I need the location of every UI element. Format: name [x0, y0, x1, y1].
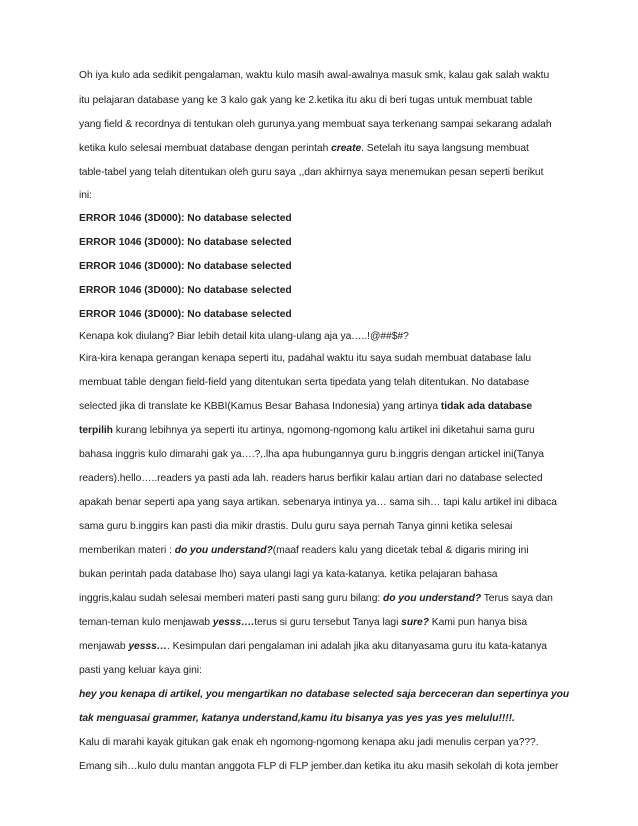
quote-line: hey you kenapa di artikel, you mengartikan no database selected saja berceceran dan sepertinya you — [79, 689, 570, 700]
body-text: (maaf readers kalu yang dicetak tebal & digaris miring ini — [272, 545, 529, 556]
intro-line — [79, 143, 529, 154]
body-text: Kami pun hanya bisa — [428, 617, 527, 628]
body-text: . Kesimpulan dari pengalaman ini adalah jika aku ditanyasama guru itu kata-katanya — [167, 641, 547, 652]
body-text: teman-teman kulo menjawab — [79, 617, 213, 628]
intro-line: Oh iya kulo ada sedikit pengalaman, waktu kulo masih awal-awalnya masuk smk, kalau gak salah waktu — [79, 70, 550, 81]
body-line: bahasa inggris kulo dimarahi gak ya….?,.lha apa hubungannya guru b.inggris dengan artickel ini(Tanya — [79, 449, 544, 460]
body-line — [79, 425, 535, 436]
intro-line: table-tabel yang telah ditentukan oleh guru saya ,,dan akhirnya saya menemukan pesan seperti berikut — [79, 167, 544, 178]
body-line — [79, 401, 532, 412]
bold-phrase: tidak ada database — [440, 401, 533, 412]
body-text: Terus saya dan — [481, 593, 553, 604]
quote-line: tak menguasai grammer, katanya understand,kamu itu bisanya yas yes yas yes melulu!!!!. — [79, 713, 515, 724]
body-text: inggris,kalau sudah selesai memberi materi pasti sang guru bilang: — [79, 593, 384, 604]
body-line: sama guru b.inggirs kan pasti dia mikir drastis. Dulu guru saya pernah Tanya ginni ketika selesai — [79, 521, 513, 532]
body-line: membuat table dengan field-field yang ditentukan serta tipedata yang telah ditentukan. No database — [79, 377, 530, 388]
body-line: Kira-kira kenapa gerangan kenapa seperti itu, padahal waktu itu saya sudah membuat database lalu — [79, 353, 531, 364]
error-line: ERROR 1046 (3D000): No database selected — [79, 237, 292, 248]
body-line — [79, 545, 529, 556]
quote-phrase: yesss… — [128, 641, 167, 652]
body-line: bukan perintah pada database lho) saya ulangi lagi ya kata-katanya. ketika pelajaran bahasa — [79, 569, 498, 580]
intro-line: ini: — [79, 190, 92, 201]
quote-phrase: sure? — [401, 617, 429, 628]
body-line: Emang sih…kulo dulu mantan anggota FLP di FLP jember.dan ketika itu aku masih sekolah di kota jember — [79, 761, 559, 772]
intro-text: . Setelah itu saya langsung membuat — [361, 143, 529, 154]
body-text: menjawab — [79, 641, 129, 652]
body-line: apakah benar seperti apa yang saya artikan. sebenarya intinya ya… sama sih… tapi kalu artikel ini dibaca — [79, 497, 557, 508]
error-line: ERROR 1046 (3D000): No database selected — [79, 261, 292, 272]
body-line — [79, 641, 547, 652]
quote-phrase: do you understand? — [174, 545, 273, 556]
body-text: memberikan materi : — [79, 545, 175, 556]
keyword-create: create — [331, 143, 362, 154]
body-line: Kenapa kok diulang? Biar lebih detail kita ulang-ulang aja ya…..!@##$#? — [79, 331, 409, 342]
error-line: ERROR 1046 (3D000): No database selected — [79, 309, 292, 320]
body-line: pasti yang keluar kaya gini: — [79, 665, 202, 676]
intro-line: itu pelajaran database yang ke 3 kalo gak yang ke 2.ketika itu aku di beri tugas untuk membuat table — [79, 95, 533, 106]
error-line: ERROR 1046 (3D000): No database selected — [79, 213, 292, 224]
body-line: Kalu di marahi kayak gitukan gak enak eh ngomong-ngomong kenapa aku jadi menulis cerpan ya???. — [79, 737, 539, 748]
body-line — [79, 617, 527, 628]
body-line: readers).hello…..readers ya pasti ada lah. readers harus berfikir kalau artian dari no database selected — [79, 473, 543, 484]
intro-text: ketika kulo selesai membuat database dengan perintah — [79, 143, 332, 154]
quote-phrase: yesss…. — [212, 617, 255, 628]
body-text: selected jika di translate ke KBBI(Kamus Besar Bahasa Indonesia) yang artinya — [79, 401, 441, 412]
error-line: ERROR 1046 (3D000): No database selected — [79, 285, 292, 296]
body-text: terus si guru tersebut Tanya lagi — [254, 617, 402, 628]
quote-phrase: do you understand? — [383, 593, 482, 604]
body-text: kurang lebihnya ya seperti itu artinya, ngomong-ngomong kalu artikel ini diketahui sama guru — [112, 425, 535, 436]
intro-line: yang field & recordnya di tentukan oleh gurunya.yang membuat saya terkenang sampai sekarang adalah — [79, 119, 552, 130]
bold-phrase: terpilih — [79, 425, 113, 436]
body-line — [79, 593, 553, 604]
